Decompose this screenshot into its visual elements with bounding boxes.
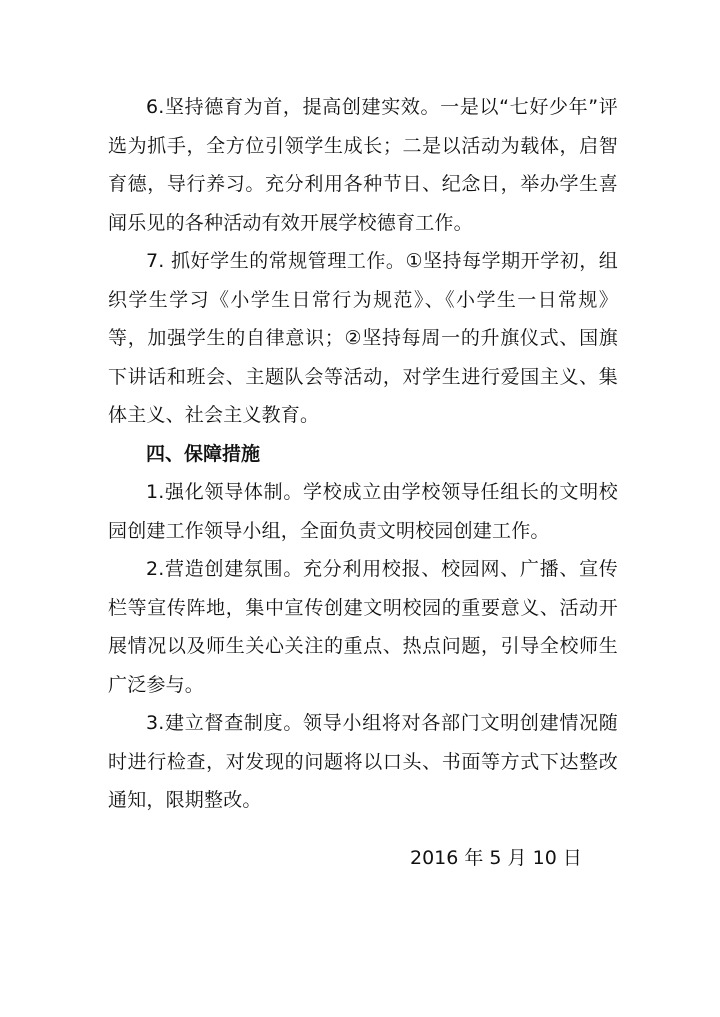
paragraph-atmosphere: 2.营造创建氛围。充分利用校报、校园网、广播、宣传栏等宣传阵地，集中宣传创建文明校园的重要意义、活动开展情况以及师生关心关注的重点、热点问题，引导全校师生广泛参与。 [108, 558, 618, 696]
paragraph-moral-education: 6.坚持德育为首，提高创建实效。一是以“七好少年”评选为抓手，全方位引领学生成长；二是以活动为载体，启智育德，导行养习。充分利用各种节日、纪念日，举办学生喜闻乐见的各种活动有效开展学校德育工作。 [108, 96, 618, 234]
document-date: 2016 年 5 月 10 日 [410, 847, 582, 869]
paragraph-supervision: 3.建立督查制度。领导小组将对各部门文明创建情况随时进行检查，对发现的问题将以口头、书面等方式下达整改通知，限期整改。 [108, 712, 618, 811]
paragraph-routine-management: 7. 抓好学生的常规管理工作。①坚持每学期开学初，组织学生学习《小学生日常行为规范》、《小学生一日常规》等，加强学生的自律意识；②坚持每周一的升旗仪式、国旗下讲话和班会、主题队会等活动，对学生进行爱国主义、集体主义、社会主义教育。 [108, 250, 618, 426]
document-body [108, 88, 618, 820]
section-heading-safeguards: 四、保障措施 [146, 442, 261, 465]
paragraph-leadership-system: 1.强化领导体制。学校成立由学校领导任组长的文明校园创建工作领导小组，全面负责文明校园创建工作。 [108, 481, 618, 542]
